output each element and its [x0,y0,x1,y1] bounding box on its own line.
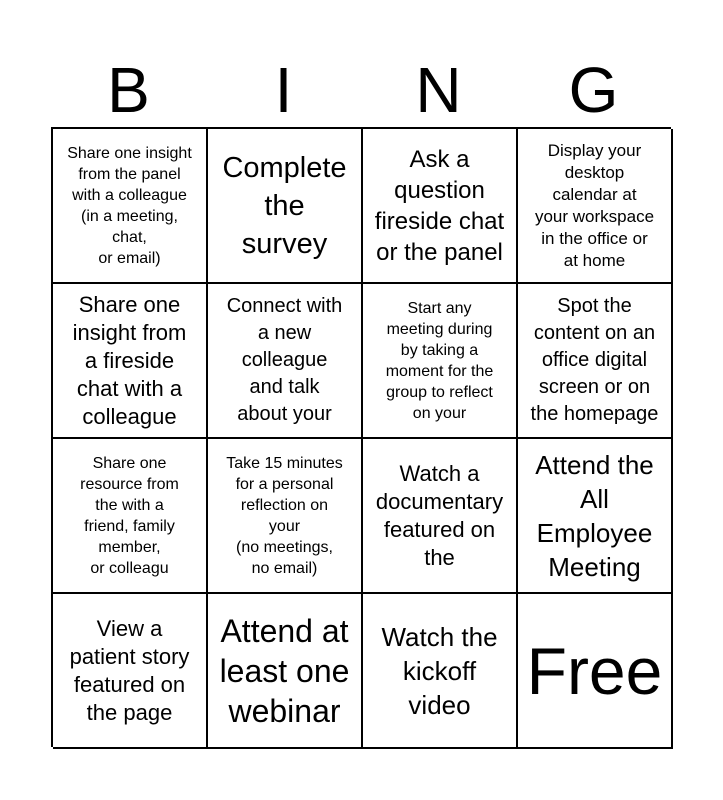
bingo-header [51,52,671,128]
bingo-cell[interactable] [363,284,518,439]
cell-text: Take 15 minutes for a personal reflection on your (no meetings, no email) [226,454,343,577]
cell-text: View a patient story featured on the page [69,615,190,725]
header-letter-i: I [274,54,293,126]
bingo-cell[interactable] [518,439,673,594]
cell-text: Share one insight from the panel with a colleague (in a meeting, chat, or email) [67,144,192,267]
bingo-cell[interactable] [518,284,673,439]
cell-text: Complete the survey [222,151,347,260]
bingo-cell[interactable] [208,129,363,284]
bingo-cell[interactable] [208,594,363,749]
bingo-cell[interactable] [363,439,518,594]
cell-text: Start any meeting during by taking a moment for the group to reflect on your [385,299,494,422]
bingo-cell[interactable] [208,439,363,594]
header-letter-b: B [107,54,150,126]
bingo-cell[interactable] [53,284,208,439]
cell-text: Share one insight from a fireside chat with a colleague [72,291,187,429]
cell-text: Spot the content on an office digital screen or on the homepage [530,295,659,425]
cell-text: Share one resource from the with a friend, family member, or colleagu [80,454,179,577]
bingo-cell[interactable] [518,129,673,284]
bingo-cell[interactable] [363,129,518,284]
cell-text: Attend at least one webinar [219,612,350,729]
bingo-cell[interactable] [53,129,208,284]
bingo-cell[interactable] [208,284,363,439]
cell-text: Free [526,633,663,708]
header-letter-n: N [415,54,462,126]
cell-text: Watch a documentary featured on the [375,460,504,570]
cell-text: Attend the All Employee Meeting [535,449,654,582]
header-letter-g: G [568,54,619,126]
cell-text: Connect with a new colleague and talk about your [226,295,343,425]
bingo-cell[interactable] [53,439,208,594]
free-space-cell[interactable] [518,594,673,749]
bingo-cell[interactable] [53,594,208,749]
cell-text: Display your desktop calendar at your workspace in the office or at home [534,140,655,270]
cell-text: Watch the kickoff video [381,621,498,720]
bingo-cell[interactable] [363,594,518,749]
bingo-card [51,127,671,747]
cell-text: Ask a question fireside chat or the panel [374,145,505,266]
